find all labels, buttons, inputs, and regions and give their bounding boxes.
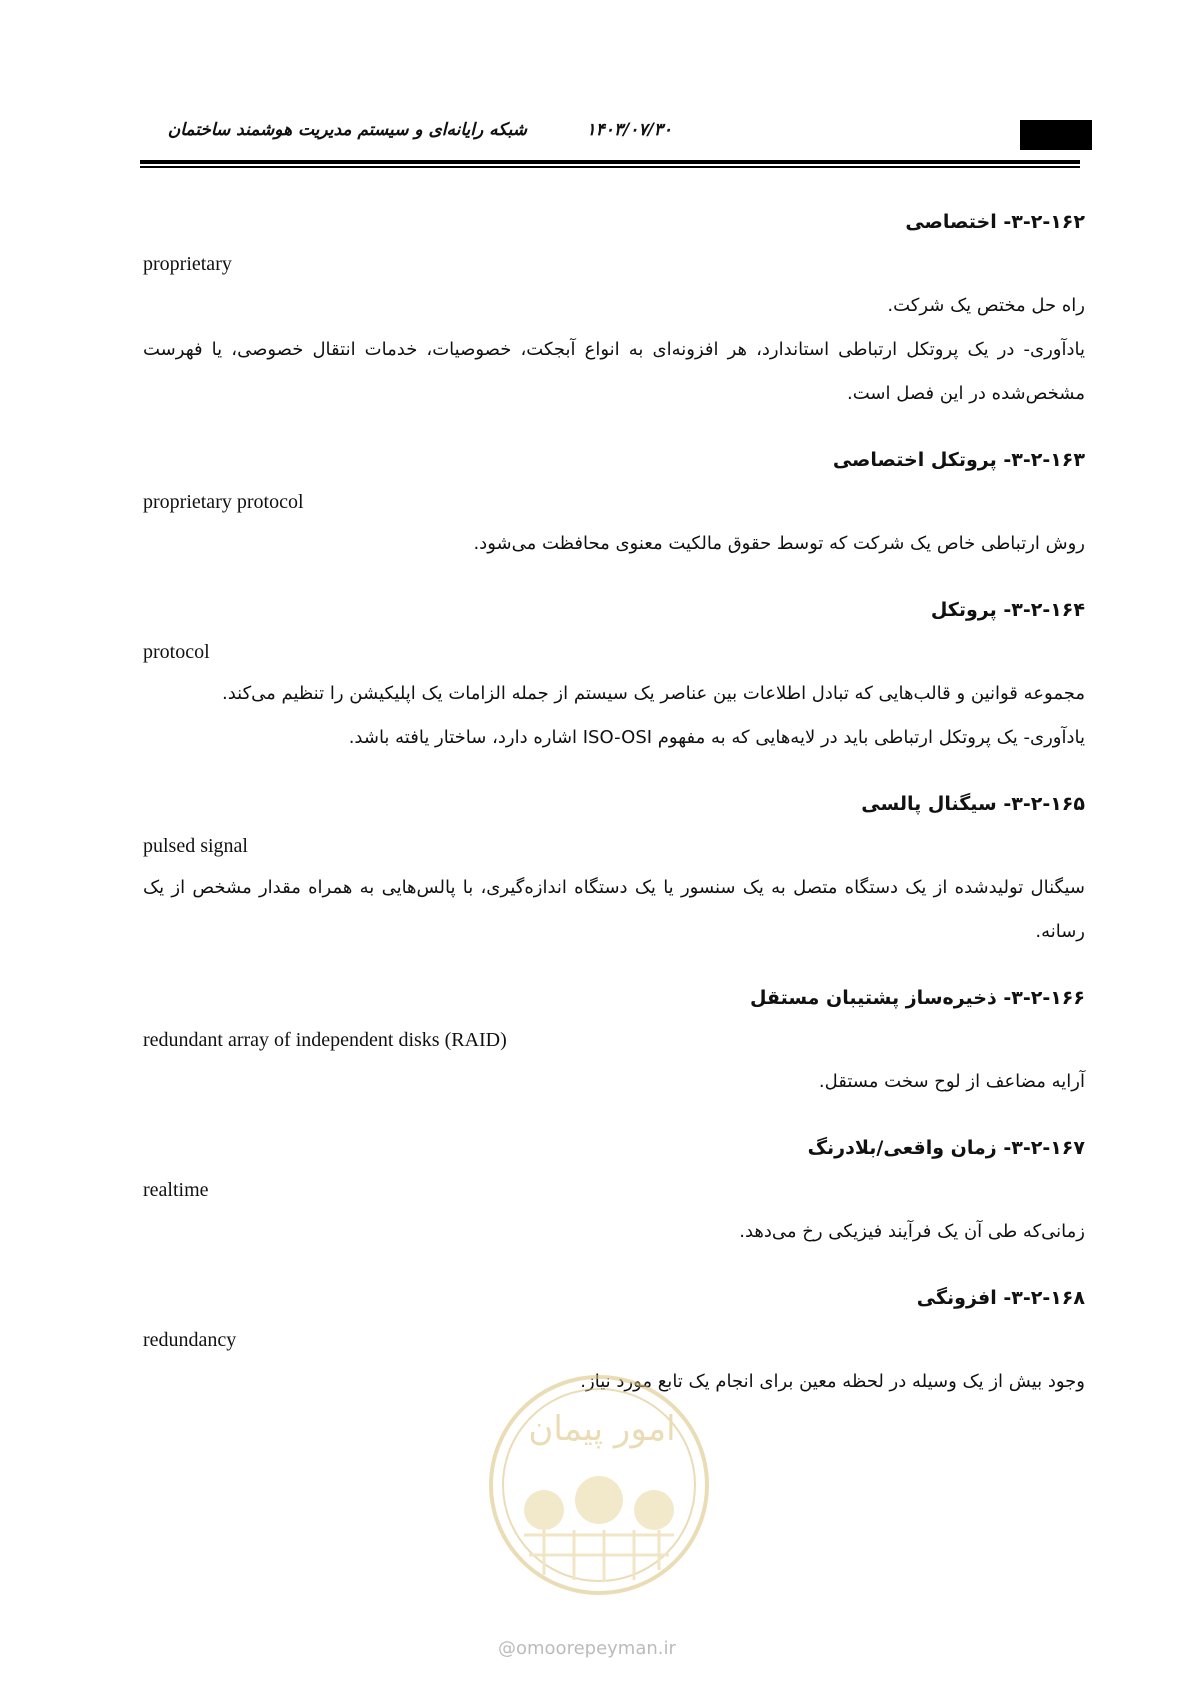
watermark-url: @omoorepeyman.ir (498, 1638, 676, 1659)
entry-note: یادآوری- در یک پروتکل ارتباطی استاندارد، هر افزونه‌ای به انواع آبجکت، خصوصیات، خدمات انتقال خصوصی، یا فهرست مشخص‌شده در این فصل است. (143, 339, 1085, 404)
header-title: شبکه رایانه‌ای و سیستم مدیریت هوشمند ساختمان (167, 120, 527, 140)
entry-note: یادآوری- یک پروتکل ارتباطی باید در لایه‌هایی که به مفهوم ISO-OSI اشاره دارد، ساختار یافته باشد. (348, 727, 1085, 748)
entry-heading: ۳-۲-۱۶۶- ذخیره‌ساز پشتیبان مستقل (749, 987, 1085, 1009)
entry-heading: ۳-۲-۱۶۳- پروتکل اختصاصی (832, 449, 1085, 471)
entry-heading: ۳-۲-۱۶۴- پروتکل (930, 599, 1085, 621)
page-number-box (1020, 120, 1092, 150)
page-header (142, 112, 1092, 162)
header-rule-thin (140, 166, 1080, 168)
glossary-entry-162 (143, 200, 1085, 416)
entry-definition: وجود بیش از یک وسیله در لحظه معین برای انجام یک تابع مورد نیاز. (580, 1371, 1085, 1392)
entry-english-term: pulsed signal (143, 835, 248, 857)
header-date: ۱۴۰۳/۰۷/۳۰ (586, 120, 672, 140)
entry-heading: ۳-۲-۱۶۷- زمان واقعی/بلادرنگ (807, 1137, 1085, 1159)
glossary-entry-165 (143, 782, 1085, 954)
entry-english-term: redundant array of independent disks (RAID) (143, 1029, 507, 1051)
glossary-entry-166 (143, 976, 1085, 1104)
entry-english-term: realtime (143, 1179, 209, 1201)
entry-heading: ۳-۲-۱۶۸- افزونگی (916, 1287, 1085, 1309)
entry-definition: راه حل مختص یک شرکت. (887, 295, 1085, 316)
entry-definition: زمانی‌که طی آن یک فرآیند فیزیکی رخ می‌دهد. (739, 1221, 1085, 1242)
entry-definition: سیگنال تولیدشده از یک دستگاه متصل به یک سنسور یا یک دستگاه اندازه‌گیری، با پالس‌هایی به همراه مقدار مشخص از یک رسانه. (143, 877, 1085, 942)
entry-definition: روش ارتباطی خاص یک شرکت که توسط حقوق مالکیت معنوی محافظت می‌شود. (473, 533, 1085, 554)
glossary-entry-164 (143, 588, 1085, 760)
document-body (143, 200, 1085, 1404)
glossary-entry-167 (143, 1126, 1085, 1254)
entry-heading: ۳-۲-۱۶۲- اختصاصی (905, 211, 1085, 233)
watermark-logo-icon (484, 1370, 714, 1600)
header-rule-thick (140, 160, 1080, 164)
watermark-text: امور پیمان (528, 1409, 676, 1449)
glossary-entry-163 (143, 438, 1085, 566)
entry-definition: مجموعه قوانین و قالب‌هایی که تبادل اطلاعات بین عناصر یک سیستم از جمله الزامات یک اپلیکیشن را تنظیم می‌کند. (221, 683, 1085, 704)
at-icon: @ (498, 1638, 516, 1659)
entry-english-term: proprietary (143, 253, 232, 275)
entry-english-term: redundancy (143, 1329, 237, 1351)
entry-english-term: protocol (143, 641, 210, 663)
entry-heading: ۳-۲-۱۶۵- سیگنال پالسی (861, 793, 1085, 815)
entry-english-term: proprietary protocol (143, 491, 304, 513)
entry-definition: آرایه مضاعف از لوح سخت مستقل. (818, 1071, 1085, 1092)
